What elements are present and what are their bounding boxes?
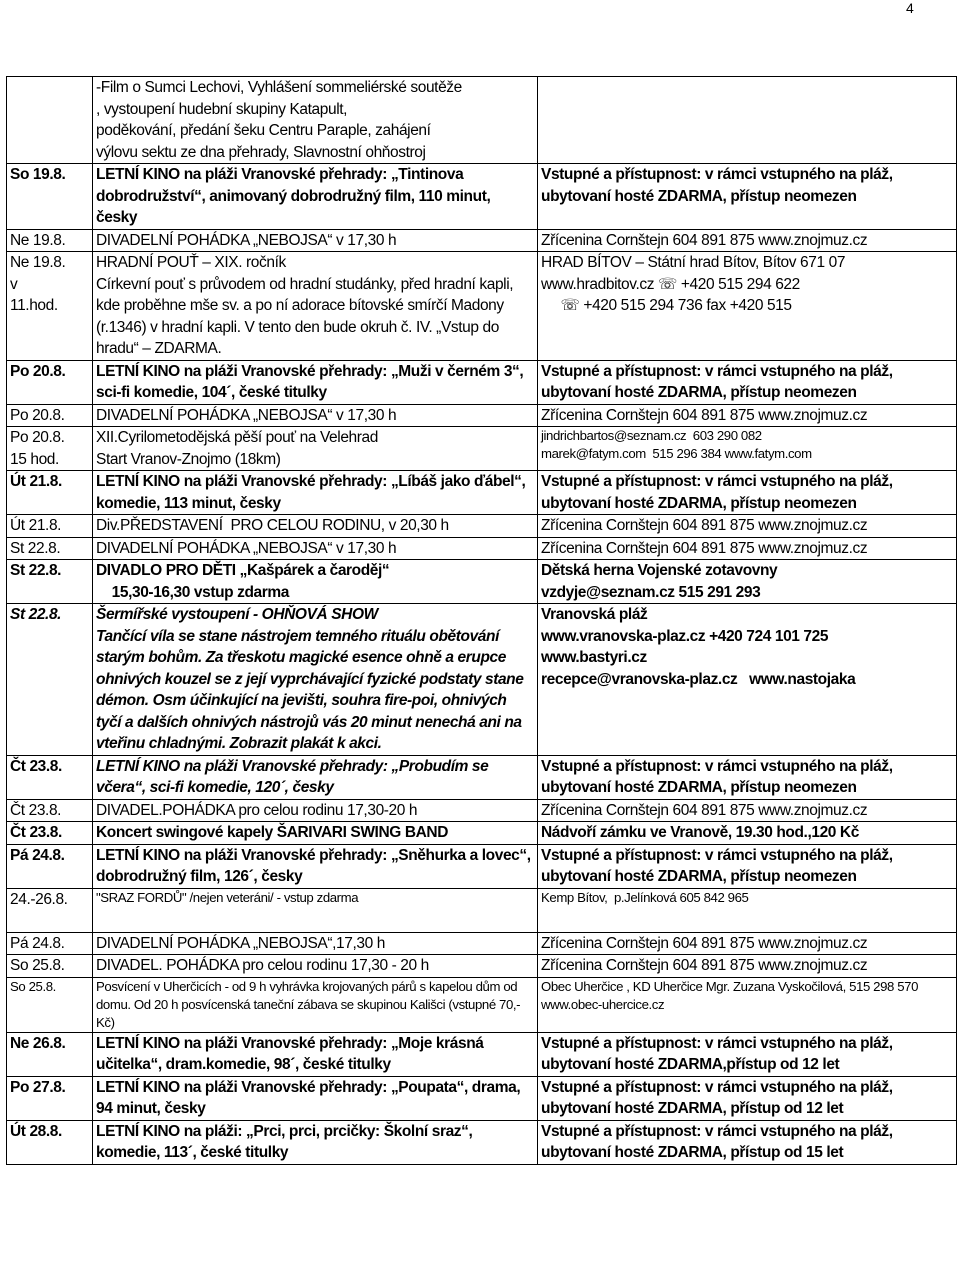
page-number: 4 xyxy=(906,0,914,16)
event-place-text: Vstupné a přístupnost: v rámci vstupného na pláž, ubytovaní hosté ZDARMA, přístup neomezen xyxy=(541,846,897,885)
event-place xyxy=(538,822,957,845)
event-description-text: LETNÍ KINO na pláži Vranovské přehrady: „Probudím se včera“, sci-fi komedie, 120´, česky xyxy=(96,757,493,796)
event-description xyxy=(93,932,538,955)
event-place-text: Zřícenina Cornštejn 604 891 875 www.znojmuz.cz xyxy=(541,801,868,819)
event-place xyxy=(538,755,957,799)
event-description-text: DIVADELNÍ POHÁDKA „NEBOJSA“ v 17,30 h xyxy=(96,406,397,424)
event-date-text: Út 28.8. xyxy=(10,1122,62,1140)
event-description-text: Posvícení v Uherčicích - od 9 h vyhrávka krojovaných párů s kapelou dům od domu. Od 20 h posvícenská taneční zábava se skupinou Kališci (vstupné 70,- Kč) xyxy=(96,978,524,1030)
event-place xyxy=(538,1032,957,1076)
event-description xyxy=(93,427,538,471)
event-description xyxy=(93,888,538,932)
table-row xyxy=(7,932,957,955)
event-place xyxy=(538,252,957,361)
table-row xyxy=(7,252,957,361)
table-row xyxy=(7,77,957,164)
event-place-text: Zřícenina Cornštejn 604 891 875 www.znojmuz.cz xyxy=(541,231,868,249)
event-description xyxy=(93,537,538,560)
event-description-text: DIVADLO PRO DĚTI „Kašpárek a čaroděj“ 15,30-16,30 vstup zdarma xyxy=(96,562,390,601)
event-place xyxy=(538,360,957,404)
event-place-text: Vstupné a přístupnost: v rámci vstupného na pláž, ubytovaní hosté ZDARMA, přístup neomezen xyxy=(541,362,897,401)
event-description-text: LETNÍ KINO na pláži Vranovské přehrady: „Muži v černém 3“, sci-fi komedie, 104´, české titulky xyxy=(96,362,528,401)
event-description xyxy=(93,404,538,427)
event-place xyxy=(538,164,957,230)
table-row xyxy=(7,1032,957,1076)
event-date-text: St 22.8. xyxy=(10,539,61,557)
event-place-text: Vranovská pláž www.vranovska-plaz.cz +420 724 101 725 www.bastyri.cz recepce@vranovska-plaz.cz www.nastojaka xyxy=(541,606,856,688)
event-place-text: Vstupné a přístupnost: v rámci vstupného na pláž, ubytovaní hosté ZDARMA, přístup od 15 let xyxy=(541,1122,897,1161)
event-date-text: Pá 24.8. xyxy=(10,934,65,952)
event-description-text: -Film o Sumci Lechovi, Vyhlášení sommeliérské soutěže , vystoupení hudební skupiny Katapult, poděkování, předání šeku Centru Paraple, zahájení výlovu sektu ze dna přehrady, Slavnostní ohňostroj xyxy=(96,79,462,161)
event-date xyxy=(7,515,93,538)
event-date xyxy=(7,537,93,560)
event-description-text: DIVADEL. POHÁDKA pro celou rodinu 17,30 - 20 h xyxy=(96,957,429,974)
event-place xyxy=(538,537,957,560)
event-description-text: Koncert swingové kapely ŠARIVARI SWING BAND xyxy=(96,824,448,841)
event-date xyxy=(7,1120,93,1164)
table-row xyxy=(7,799,957,822)
event-description xyxy=(93,1032,538,1076)
event-description-text: Div.PŘEDSTAVENÍ PRO CELOU RODINU, v 20,30 h xyxy=(96,517,449,534)
event-date xyxy=(7,755,93,799)
event-place xyxy=(538,955,957,978)
event-place xyxy=(538,888,957,932)
event-place xyxy=(538,977,957,1032)
event-date-text: Ne 19.8. v 11.hod. xyxy=(10,254,66,314)
event-description-text: DIVADELNÍ POHÁDKA „NEBOJSA“ v 17,30 h xyxy=(96,231,397,249)
event-date-text: Čt 23.8. xyxy=(10,757,62,775)
event-place-text: Dětská herna Vojenské zotavovny vzdyje@seznam.cz 515 291 293 xyxy=(541,562,778,601)
event-date xyxy=(7,932,93,955)
event-place xyxy=(538,604,957,756)
event-description xyxy=(93,977,538,1032)
event-date xyxy=(7,560,93,604)
table-row xyxy=(7,1076,957,1120)
table-row xyxy=(7,404,957,427)
event-description xyxy=(93,77,538,164)
event-description xyxy=(93,755,538,799)
event-place xyxy=(538,471,957,515)
event-place xyxy=(538,1120,957,1164)
event-date xyxy=(7,1032,93,1076)
event-date-text: Út 21.8. xyxy=(10,473,62,490)
table-row xyxy=(7,755,957,799)
event-place-text: Vstupné a přístupnost: v rámci vstupného na pláž, ubytovaní hosté ZDARMA, přístup od 12 let xyxy=(541,1078,897,1117)
event-description xyxy=(93,229,538,252)
event-place-text: Zřícenina Cornštejn 604 891 875 www.znojmuz.cz xyxy=(541,517,868,534)
event-place-text: Vstupné a přístupnost: v rámci vstupného na pláž, ubytovaní hosté ZDARMA, přístup neomezen xyxy=(541,166,897,205)
event-date-text: So 25.8. xyxy=(10,957,65,974)
event-date xyxy=(7,427,93,471)
event-description-text: HRADNÍ POUŤ – XIX. ročník Církevní pouť s průvodem od hradní studánky, před hradní kapli, kde proběhne mše sv. a po ní adorace bítovské smírčí Madony (r.1346) v hradní kapli. V tento den bude okruh č. IV. „Vstup do hradu“ – ZDARMA. xyxy=(96,254,514,357)
table-row xyxy=(7,888,957,932)
table-row xyxy=(7,1120,957,1164)
event-place xyxy=(538,932,957,955)
event-date-text: Po 20.8. xyxy=(10,362,66,380)
event-date-text: Po 20.8. xyxy=(10,406,65,424)
event-date-text: Ne 26.8. xyxy=(10,1034,66,1052)
event-date xyxy=(7,77,93,164)
event-date-text: Po 20.8. 15 hod. xyxy=(10,429,65,468)
event-place xyxy=(538,427,957,471)
table-row xyxy=(7,515,957,538)
event-place-text: Obec Uherčice , KD Uherčice Mgr. Zuzana Vyskočilová, 515 298 570 www.obec-uhercice.cz xyxy=(541,978,932,1012)
event-date xyxy=(7,471,93,515)
event-description xyxy=(93,955,538,978)
event-date xyxy=(7,799,93,822)
event-date-text: So 25.8. xyxy=(10,978,56,994)
event-place-text: Zřícenina Cornštejn 604 891 875 www.znojmuz.cz xyxy=(541,406,868,424)
event-date-text: Ne 19.8. xyxy=(10,231,66,249)
event-date xyxy=(7,404,93,427)
event-place-text: Zřícenina Cornštejn 604 891 875 www.znojmuz.cz xyxy=(541,539,868,557)
event-date-text: St 22.8. xyxy=(10,606,62,623)
table-row xyxy=(7,604,957,756)
table-row xyxy=(7,229,957,252)
event-description xyxy=(93,360,538,404)
event-date-text: Pá 24.8. xyxy=(10,846,65,864)
table-row xyxy=(7,471,957,515)
event-date xyxy=(7,229,93,252)
event-description-text: LETNÍ KINO na pláži Vranovské přehrady: „Líbáš jako ďábel“, komedie, 113 minut, česky xyxy=(96,473,530,512)
event-date-text: 24.-26.8. xyxy=(10,890,68,908)
event-description-text: LETNÍ KINO na pláži Vranovské přehrady: „Poupata“, drama, 94 minut, česky xyxy=(96,1078,525,1117)
event-date xyxy=(7,164,93,230)
event-date-text: St 22.8. xyxy=(10,562,62,579)
event-date-text: Čt 23.8. xyxy=(10,824,62,841)
event-description xyxy=(93,799,538,822)
event-date xyxy=(7,1076,93,1120)
event-description-text: LETNÍ KINO na pláži Vranovské přehrady: „Moje krásná učitelka“, dram.komedie, 98´, české titulky xyxy=(96,1034,488,1073)
event-date xyxy=(7,955,93,978)
event-description xyxy=(93,515,538,538)
event-description-text: LETNÍ KINO na pláži: „Prci, prci, prcičky: Školní sraz“, komedie, 113´, české titulky xyxy=(96,1122,477,1161)
event-description-text: DIVADEL.POHÁDKA pro celou rodinu 17,30-20 h xyxy=(96,801,418,819)
event-place xyxy=(538,515,957,538)
event-place xyxy=(538,404,957,427)
table-row xyxy=(7,164,957,230)
event-place-text: Nádvoří zámku ve Vranově, 19.30 hod.,120 Kč xyxy=(541,824,859,841)
table-row xyxy=(7,360,957,404)
event-description xyxy=(93,252,538,361)
table-row xyxy=(7,537,957,560)
event-description xyxy=(93,822,538,845)
event-place-text: Zřícenina Cornštejn 604 891 875 www.znojmuz.cz xyxy=(541,934,868,952)
event-place-text: Vstupné a přístupnost: v rámci vstupného na pláž, ubytovaní hosté ZDARMA, přístup neomezen xyxy=(541,473,897,512)
event-date xyxy=(7,977,93,1032)
event-place-text: Kemp Bítov, p.Jelínková 605 842 965 xyxy=(541,889,749,905)
event-place xyxy=(538,77,957,164)
event-date-text: Čt 23.8. xyxy=(10,801,62,819)
table-row xyxy=(7,427,957,471)
event-date xyxy=(7,604,93,756)
event-place-text: jindrichbartos@seznam.cz 603 290 082 marek@fatym.com 515 296 384 www.fatym.com xyxy=(541,428,812,461)
event-description xyxy=(93,1120,538,1164)
event-date xyxy=(7,888,93,932)
event-description-text: Šermířské vystoupení - OHŇOVÁ SHOW Tančící víla se stane nástrojem temného rituálu obětování starým bohům. Za třeskotu magické esence ohně a erupce ohnivých kouzel se z její vyprchávající fyzické podstaty stane démon. Osm účinkující na jevišti, souhra fire-poi, ohnivých tyčí a dalších ohnivých nástrojů vás 20 minut nenechá ani na vteřinu chladnými. Zobrazit plakát k akci. xyxy=(96,606,524,752)
event-place-text: Zřícenina Cornštejn 604 891 875 www.znojmuz.cz xyxy=(541,957,868,974)
event-description xyxy=(93,471,538,515)
event-date xyxy=(7,360,93,404)
event-place xyxy=(538,844,957,888)
table-row xyxy=(7,844,957,888)
event-date-text: Út 21.8. xyxy=(10,517,62,534)
event-description xyxy=(93,164,538,230)
event-date-text: So 19.8. xyxy=(10,166,66,183)
event-description-text: LETNÍ KINO na pláži Vranovské přehrady: „Tintinova dobrodružství“, animovaný dobrodružný film, 110 minut, česky xyxy=(96,166,495,226)
event-date xyxy=(7,822,93,845)
event-place xyxy=(538,560,957,604)
table-row xyxy=(7,977,957,1032)
event-description xyxy=(93,1076,538,1120)
table-row xyxy=(7,560,957,604)
event-schedule-table xyxy=(6,76,957,1165)
event-description-text: "SRAZ FORDŮ" /nejen veteráni/ - vstup zdarma xyxy=(96,889,359,905)
event-description-text: DIVADELNÍ POHÁDKA „NEBOJSA“,17,30 h xyxy=(96,934,385,952)
event-place xyxy=(538,799,957,822)
event-description xyxy=(93,560,538,604)
event-description-text: XII.Cyrilometodějská pěší pouť na Velehrad Start Vranov-Znojmo (18km) xyxy=(96,429,378,468)
event-description-text: DIVADELNÍ POHÁDKA „NEBOJSA“ v 17,30 h xyxy=(96,539,397,557)
event-description xyxy=(93,604,538,756)
event-place-text: HRAD BÍTOV – Státní hrad Bítov, Bítov 671 07 www.hradbitov.cz ☏ +420 515 294 622 ☏ +420 515 294 736 fax +420 515 xyxy=(541,254,846,314)
event-place-text: Vstupné a přístupnost: v rámci vstupného na pláž, ubytovaní hosté ZDARMA,přístup od 12 let xyxy=(541,1034,897,1073)
event-date xyxy=(7,252,93,361)
event-place xyxy=(538,229,957,252)
event-description xyxy=(93,844,538,888)
event-date-text: Po 27.8. xyxy=(10,1078,66,1096)
event-place-text: Vstupné a přístupnost: v rámci vstupného na pláž, ubytovaní hosté ZDARMA, přístup neomezen xyxy=(541,757,897,796)
table-row xyxy=(7,955,957,978)
event-description-text: LETNÍ KINO na pláži Vranovské přehrady: „Sněhurka a lovec“, dobrodružný film, 126´, česky xyxy=(96,846,535,885)
event-place xyxy=(538,1076,957,1120)
table-row xyxy=(7,822,957,845)
event-date xyxy=(7,844,93,888)
